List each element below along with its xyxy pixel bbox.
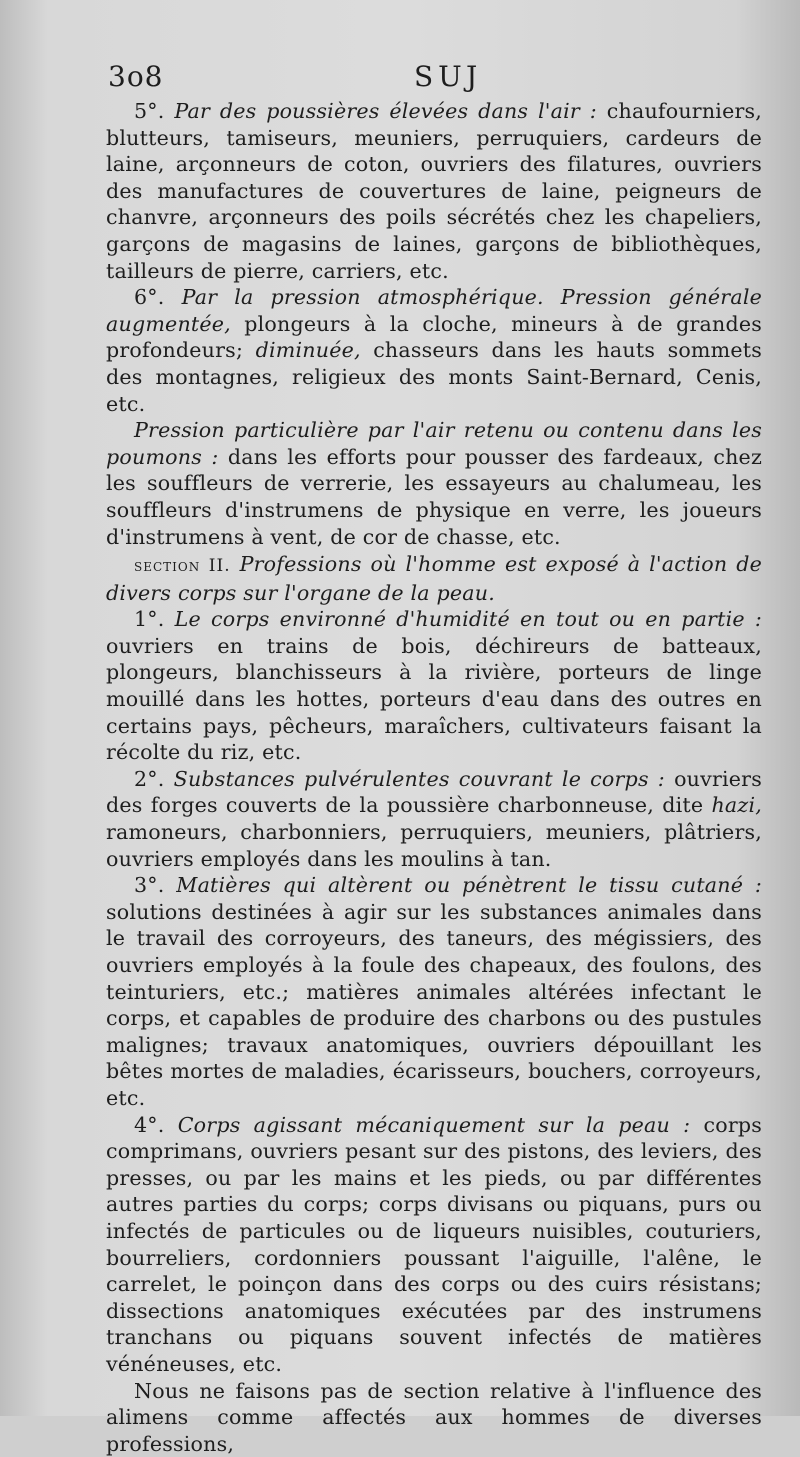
item-heading: Matières qui altèrent ou pénètrent le tissu cutané : [176,873,762,897]
section-heading [106,551,762,606]
section-title: Professions où l'homme est exposé à l'action de divers corps sur l'organe de la peau. [106,552,762,605]
paragraph-5 [106,98,762,284]
paragraph-body: plongeurs à la cloche, mineurs à de grandes profondeurs; [106,312,762,363]
item-body: corps comprimans, ouvriers pesant sur des pistons, des leviers, des presses, ou par les mains et les pieds, ou par différentes autres parties du corps; corps divisans ou piquans, purs ou infectés de particules ou de liqueurs nuisibles, couturiers, bourreliers, cordonniers poussant l'aiguille, l'alêne, le carrelet, le poinçon dans des corps ou des cuirs résistans; dissections anatomiques exécutées par des instrumens tranchans ou piquans souvent infectés de matières vénéneuses, etc. [106,1113,762,1376]
item-number: 1°. [134,607,165,631]
closing-paragraph: Nous ne faisons pas de section relative à l'influence des alimens comme affectés aux hommes de diverses professions, [106,1378,762,1457]
paragraph-number: 5°. [134,99,165,123]
item-heading: Corps agissant mécaniquement sur la peau : [178,1113,691,1137]
item-1 [106,606,762,766]
item-heading: Le corps environné d'humidité en tout ou en partie : [175,607,762,631]
item-2 [106,766,762,872]
item-3 [106,872,762,1111]
paragraph-body: chaufourniers, blutteurs, tamiseurs, meuniers, perruquiers, cardeurs de laine, arçonneurs de coton, ouvriers des filatures, ouvriers des manufactures de couvertures de laine, peigneurs de chanvre, arçonneurs des poils sécrétés chez les chapeliers, garçons de magasins de laines, garçons de bibliothèques, tailleurs de pierre, carriers, etc. [106,99,762,283]
paragraph-heading: Par des poussières élevées dans l'air : [174,99,597,123]
paragraph-heading: Par la pression atmosphérique. Pression générale augmentée, [106,285,762,336]
item-body: solutions destinées à agir sur les substances animales dans le travail des corroyeurs, des taneurs, des mégissiers, des ouvriers employés à la foule des chapeaux, des foulons, des teinturiers, etc.; matières animales altérées infectant le corps, et capables de produire des charbons ou des pustules malignes; travaux anatomiques, ouvriers dépouillant les bêtes mortes de maladies, écarisseurs, bouchers, corroyeurs, etc. [106,900,762,1110]
item-number: 3°. [134,873,165,897]
running-head: SUJ [414,60,482,93]
item-body: ouvriers des forges couverts de la poussière charbonneuse, dite [106,767,762,818]
item-number: 4°. [134,1113,165,1137]
paragraph-pression [106,417,762,550]
body-text [106,98,762,1457]
paragraph-heading: Pression particulière par l'air retenu ou contenu dans les poumons : [106,418,762,469]
section-label: section II. [134,556,231,576]
page-header [108,58,760,98]
paragraph-body: dans les efforts pour pousser des fardeaux, chez les souffleurs de verrerie, les essayeurs au chalumeau, les souffleurs d'instrumens de physique en verre, les joueurs d'instrumens à vent, de cor de chasse, etc. [106,445,762,549]
item-body-continued: ramoneurs, charbonniers, perruquiers, meuniers, plâtriers, ouvriers employés dans les moulins à tan. [106,820,762,871]
paragraph-subheading: diminuée, [256,338,361,362]
page-number: 3o8 [108,60,164,93]
item-body: ouvriers en trains de bois, déchireurs de batteaux, plongeurs, blanchisseurs à la rivière, porteurs de linge mouillé dans les hottes, porteurs d'eau dans des outres en certains pays, pêcheurs, maraîchers, cultivateurs faisant la récolte du riz, etc. [106,634,762,764]
paragraph-body-continued: chasseurs dans les hauts sommets des montagnes, religieux des monts Saint-Bernard, Cenis, etc. [106,338,762,415]
paragraph-6 [106,284,762,417]
item-term: hazi, [711,793,762,817]
item-4 [106,1112,762,1378]
paragraph-number: 6°. [134,285,165,309]
item-number: 2°. [134,767,165,791]
item-heading: Substances pulvérulentes couvrant le corps : [174,767,665,791]
